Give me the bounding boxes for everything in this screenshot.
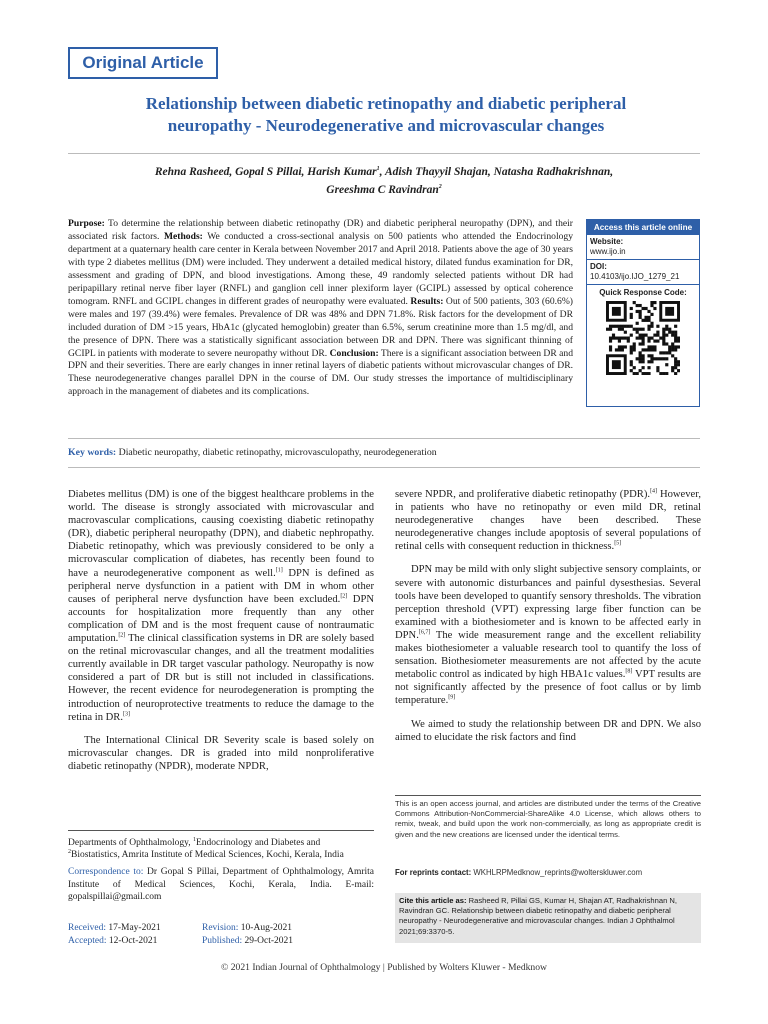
text-run: DPN is defined as peripheral nerve dysfunction in a patient with DM in whom other causes of peripheral nerve dysfunction have been excluded. [68,567,374,605]
cite-article-box [395,893,701,943]
keywords-bottom-divider [68,467,700,468]
correspondence [68,866,374,903]
citation: [4] [650,488,658,495]
article-type-badge: Original Article [68,47,218,79]
right-paragraph-2 [395,563,701,707]
abstract-purpose: To determine the relationship between diabetic retinopathy (DR) and diabetic peripheral neuropathy (DPN), and their associated risk factors. [68,218,573,242]
intro-paragraph-1 [68,488,374,724]
website-label: Website: [590,237,624,246]
authors-part-3: Greeshma C Ravindran [326,184,439,196]
received-label: Received: [68,923,106,933]
qr-code-icon[interactable] [606,301,680,375]
citation: [8] [625,668,633,675]
affiliation-block [68,837,374,903]
text-run: Departments of Ophthalmology, [68,838,193,848]
keywords-text: Diabetic neuropathy, diabetic retinopathy, microvasculopathy, neurodegeneration [116,447,437,458]
citation: [1] [275,567,283,574]
received-value: 17-May-2021 [105,923,161,933]
published-date [202,935,293,948]
keywords-top-divider [68,438,700,439]
abstract-conclusion-label: Conclusion: [329,347,379,359]
revision-label: Revision: [202,923,239,933]
citation: [6,7] [418,629,431,636]
citation: [5] [614,540,622,547]
website-link[interactable]: www.ijo.in [590,247,626,256]
text-run: DPN may be mild with only slight subjective sensory complaints, or severe with autonomic disturbances and painful dysesthesias. Several tools have been developed to quantify sensory thresholds. The vibration perception threshold (VPT) expressing large fiber function can be examined with a biothesiometer and is known to be affected early in DPN. [395,564,701,641]
text-run: Endocrinology and Diabetes and [195,838,321,848]
affil-sup: 2 [68,849,71,856]
affil-sup: 1 [192,836,196,843]
affiliation-divider [68,830,374,831]
text-run: VPT results are not significantly affected by the presence of foot callus or by limb temperature. [395,669,701,707]
citation: [2] [118,632,126,639]
page-footer: © 2021 Indian Journal of Ophthalmology | Published by Wolters Kluwer - Medknow [221,962,547,973]
right-paragraph-3: We aimed to study the relationship between DR and DPN. We also aimed to elucidate the risk factors and find [395,718,701,743]
title-line-1: Relationship between diabetic retinopathy and diabetic peripheral [145,94,627,113]
body-column-right [395,488,701,754]
text-run: However, in patients who have no retinopathy or even mild DR, retinal neurodegenerative changes have been described. These neurodegenerative changes include apoptosis of several populations of retinal cells with consequent reduction in thickness. [395,489,702,553]
text-run: DPN accounts for hospitalization more frequently than any other complication of DM and is the most frequent cause of nontraumatic amputation. [68,593,374,645]
intro-paragraph-2: The International Clinical DR Severity scale is based solely on microvascular changes. DR is graded into mild nonproliferative diabetic retinopathy (NPDR), moderate NPDR, [68,734,374,772]
authors-part-1: Rehna Rasheed, Gopal S Pillai, Harish Kumar [154,166,377,178]
abstract-methods-label: Methods: [163,230,203,242]
text-run: Diabetes mellitus (DM) is one of the biggest healthcare problems in the world. The disease is strongly associated with microvascular and macrovascular complications, causing coexisting diabetic retinopathy (DR), diabetic peripheral neuropathy (DPN), and diabetic nephropathy. Diabetic retinopathy, which was previously considered to be only a microvascular complication of diabetes, has recently been found to have a neurodegenerative component as well. [68,489,374,579]
citation: [9] [448,694,456,701]
author-list [110,163,658,199]
cite-label: Cite this article as: [399,896,467,905]
open-access-notice: This is an open access journal, and articles are distributed under the terms of the Creative Commons Attribution-NonCommercial-ShareAlike 4.0 License, which allows others to remix, tweak, and build upon the work non-commercially, as long as appropriate credit is given and the new creations are licensed under the identical terms. [395,799,701,839]
received-date [68,922,161,935]
citation: [2] [340,593,348,600]
body-column-left [68,488,374,783]
published-label: Published: [202,936,243,946]
correspondence-label: Correspondence to: [68,867,144,878]
article-title [80,93,692,137]
text-run: The clinical classification systems in DR are solely based on the retinal microvascular changes, and all the treatment modalities currently available in DR target vascular pathology. Neuropathy is now considered a part of DR but is still not included in classifications. However, the recent evidence for neurodegeneration is prompting the introduction of neuroprotective treatments to reduce the damage to the retina in DR. [68,633,374,723]
author-affil-sup-1: 1 [376,166,380,173]
reprints-label: For reprints contact: [395,868,472,877]
text-run: severe NPDR, and proliferative diabetic retinopathy (PDR). [395,489,651,500]
abstract-results: Out of 500 patients, 303 (60.6%) were males and 197 (39.4%) were females. Prevalence of DR was 48% and DPN 71.8%. Risk factors for the development of DR included duration of DM >15 years, HbA1c (glycated hemoglobin) greater than 6.5%, serum creatinine more than 1.5 mg/dl, and the presence of DPN. There was a statistically significant association between DR and DPN. There was significant thinning of GCIPL in patients with moderate to severe neuropathy without DR. [68,295,573,359]
qr-label: Quick Response Code: [599,288,687,297]
open-access-divider [395,795,701,796]
right-paragraph-1 [395,488,701,553]
doi-label: DOI: [590,262,607,271]
accepted-date [68,935,157,948]
abstract-methods: We conducted a cross-sectional analysis on 500 patients who attended the Endocrinology department at a quaternary health care center in Kerala between November 2017 and April 2018. Patients above the age of 30 years with type 2 diabetes mellitus (DM) were included. They underwent a detailed medical history, dilated fundus examination for DR, assessment and grading of DPN, and blood investigations. Among these, 49 randomly selected patients without DR had peripapillary retinal nerve fiber layer (RNFL) and ganglion cell inner plexiform layer (GCIPL) assessed by optical coherence tomogram. RNFL and GCIPL changes in different grades of neuropathy were evaluated. [68,230,573,307]
keywords-label: Key words: [68,447,117,458]
website-row [587,235,699,260]
abstract [68,218,573,399]
keywords [68,447,700,458]
revision-date [202,922,292,935]
text-run: Biostatistics, Amrita Institute of Medical Sciences, Kochi, Kerala, India [71,850,344,861]
doi-row [587,260,699,285]
abstract-conclusion: There is a significant association between DR and DPN and their severities. There are early changes in inner retinal layers of diabetic patients without microvascular changes of DR. These neurodegenerative changes parallel DPN in the course of DM. Our study stresses the importance of multidisciplinary approach in the management of diabetes and its complications. [68,347,573,398]
accepted-value: 12-Oct-2021 [106,936,158,946]
authors-part-2: , Adish Thayyil Shajan, Natasha Radhakrishnan, [379,166,614,178]
author-affil-sup-2: 2 [438,184,442,191]
affiliation-departments [68,837,374,849]
title-divider [68,153,700,154]
cite-text: Rasheed R, Pillai GS, Kumar H, Shajan AT, Radhakrishnan N, Ravindran GC. Relationship between diabetic retinopathy and diabetic peripheral neuropathy - Neurodegenerative and microvascular changes. Indian J Ophthalmol 2021;69:3370-5. [399,896,678,936]
published-value: 29-Oct-2021 [242,936,294,946]
revision-value: 10-Aug-2021 [238,923,292,933]
accepted-label: Accepted: [68,936,107,946]
affiliation-institute [68,849,374,861]
reprints-email[interactable]: WKHLRPMedknow_reprints@wolterskluwer.com [471,868,643,877]
citation: [3] [123,711,131,718]
access-box-header: Access this article online [587,220,699,235]
correspondence-text: Dr Gopal S Pillai, Department of Ophthalmology, Amrita Institute of Medical Sciences, Kochi, Kerala, India. E-mail: gopalspillai@gmail.com [68,867,374,902]
doi-value[interactable]: 10.4103/ijo.IJO_1279_21 [590,272,680,281]
abstract-purpose-label: Purpose: [68,218,105,229]
abstract-results-label: Results: [410,295,444,307]
access-online-box [586,219,700,407]
text-run: The wide measurement range and the excellent reliability makes biothesiometer a valuable research tool to quantify the loss of sensation. Biothesiometer measurements are not affected by the acute metabolic control as indicated by high HBA1c values. [395,629,701,681]
reprints-contact [395,868,701,877]
title-line-2: neuropathy - Neurodegenerative and microvascular changes [167,116,605,135]
